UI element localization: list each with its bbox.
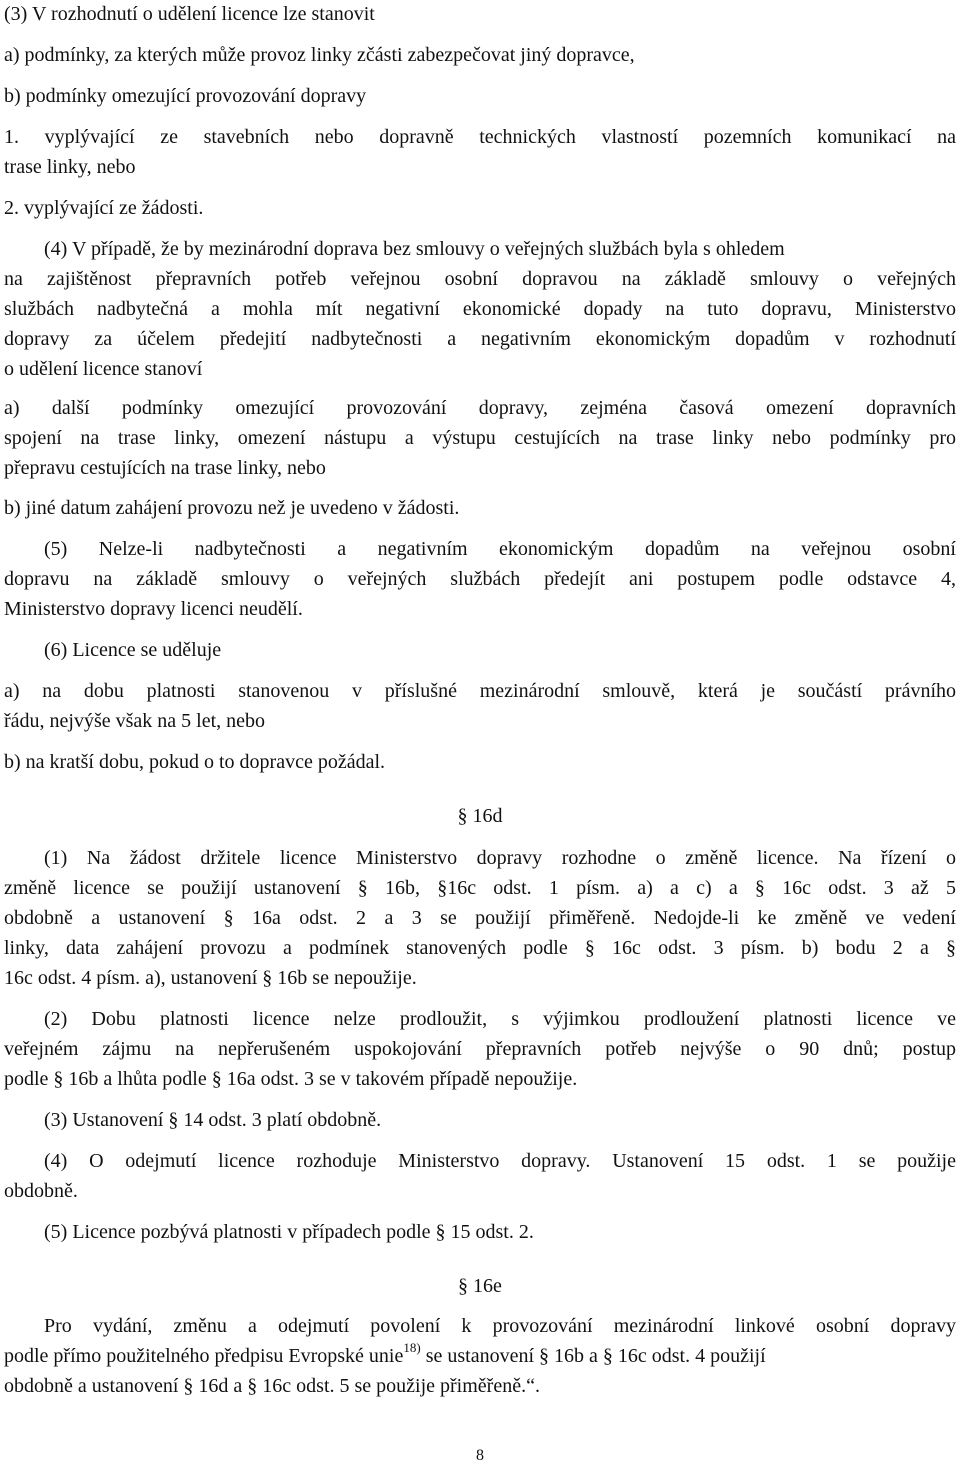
- text-line: b) podmínky omezující provozování dopravy: [4, 85, 367, 107]
- paragraph-start: (6) Licence se uděluje: [44, 639, 222, 661]
- paragraph-start: Pro vydání, změnu a odejmutí povolení k provozování mezinárodní linkové osobní dopravy: [44, 1315, 956, 1337]
- paragraph-start: (3) Ustanovení § 14 odst. 3 platí obdobně.: [44, 1109, 382, 1131]
- paragraph-start: (2) Dobu platnosti licence nelze prodloužit, s výjimkou prodloužení platnosti licence ve: [44, 1008, 956, 1030]
- text-span: podle přímo použitelného předpisu Evropské unie: [4, 1345, 404, 1367]
- text-line: dopravy za účelem předejití nadbytečnosti a negativním ekonomickým dopadům v rozhodnutí: [4, 328, 956, 350]
- text-line: 16c odst. 4 písm. a), ustanovení § 16b se nepoužije.: [4, 967, 417, 989]
- text-line: Ministerstvo dopravy licenci neudělí.: [4, 598, 303, 620]
- text-line: a) na dobu platnosti stanovenou v příslušné mezinárodní smlouvě, která je součástí právního: [4, 680, 956, 702]
- paragraph-start: (5) Nelze-li nadbytečnosti a negativním ekonomickým dopadům na veřejnou osobní: [44, 538, 956, 560]
- paragraph-start: (1) Na žádost držitele licence Ministerstvo dopravy rozhodne o změně licence. Na řízení o: [44, 847, 956, 869]
- text-line: přepravu cestujících na trase linky, nebo: [4, 457, 326, 479]
- text-line: o udělení licence stanoví: [4, 358, 203, 380]
- text-line: 2. vyplývající ze žádosti.: [4, 197, 204, 219]
- text-line: veřejném zájmu na nepřerušeném uspokojování přepravních potřeb nejvýše o 90 dnů; postup: [4, 1038, 956, 1060]
- text-line: podle § 16b a lhůta podle § 16a odst. 3 se v takovém případě nepoužije.: [4, 1068, 578, 1090]
- paragraph-start: (4) O odejmutí licence rozhoduje Ministerstvo dopravy. Ustanovení 15 odst. 1 se použije: [44, 1150, 956, 1172]
- paragraph-start: (5) Licence pozbývá platnosti v případech podle § 15 odst. 2.: [44, 1221, 534, 1243]
- text-line: linky, data zahájení provozu a podmínek stanovených podle § 16c odst. 3 písm. b) bodu 2 a §: [4, 937, 956, 959]
- section-heading: § 16d: [457, 805, 503, 827]
- text-line: obdobně a ustanovení § 16d a § 16c odst. 5 se použije přiměřeně.“.: [4, 1375, 540, 1397]
- text-line: dopravu na základě smlouvy o veřejných službách předejít ani postupem podle odstavce 4,: [4, 568, 956, 590]
- text-line: službách nadbytečná a mohla mít negativní ekonomické dopady na tuto dopravu, Ministerstvo: [4, 298, 956, 320]
- section-heading: § 16e: [458, 1275, 502, 1297]
- text-line: a) podmínky, za kterých může provoz linky zčásti zabezpečovat jiný dopravce,: [4, 44, 635, 66]
- text-line: obdobně.: [4, 1180, 78, 1202]
- text-span: se ustanovení § 16b a § 16c odst. 4 použijí: [420, 1345, 766, 1367]
- text-line: obdobně a ustanovení § 16a odst. 2 a 3 se použijí přiměřeně. Nedojde-li ke změně ve vedení: [4, 907, 956, 929]
- text-line: (3) V rozhodnutí o udělení licence lze stanovit: [4, 3, 375, 25]
- page-number: 8: [476, 1447, 484, 1464]
- paragraph-start: (4) V případě, že by mezinárodní doprava bez smlouvy o veřejných službách byla s ohledem: [44, 238, 785, 260]
- text-line: řádu, nejvýše však na 5 let, nebo: [4, 710, 266, 732]
- text-line: trase linky, nebo: [4, 156, 136, 178]
- text-line: změně licence se použijí ustanovení § 16b, §16c odst. 1 písm. a) a c) a § 16c odst. 3 až 5: [4, 877, 956, 899]
- text-line: 1. vyplývající ze stavebních nebo dopravně technických vlastností pozemních komunikací na: [4, 126, 956, 148]
- footnote-reference: 18): [403, 1340, 421, 1356]
- text-line: b) jiné datum zahájení provozu než je uvedeno v žádosti.: [4, 497, 460, 519]
- text-line: [4, 1340, 766, 1367]
- text-line: a) další podmínky omezující provozování dopravy, zejména časová omezení dopravních: [4, 397, 956, 419]
- text-line: na zajištěnost přepravních potřeb veřejnou osobní dopravou na základě smlouvy o veřejných: [4, 268, 956, 290]
- text-line: spojení na trase linky, omezení nástupu a výstupu cestujících na trase linky nebo podmínky pro: [4, 427, 956, 449]
- text-line: b) na kratší dobu, pokud o to dopravce požádal.: [4, 751, 386, 773]
